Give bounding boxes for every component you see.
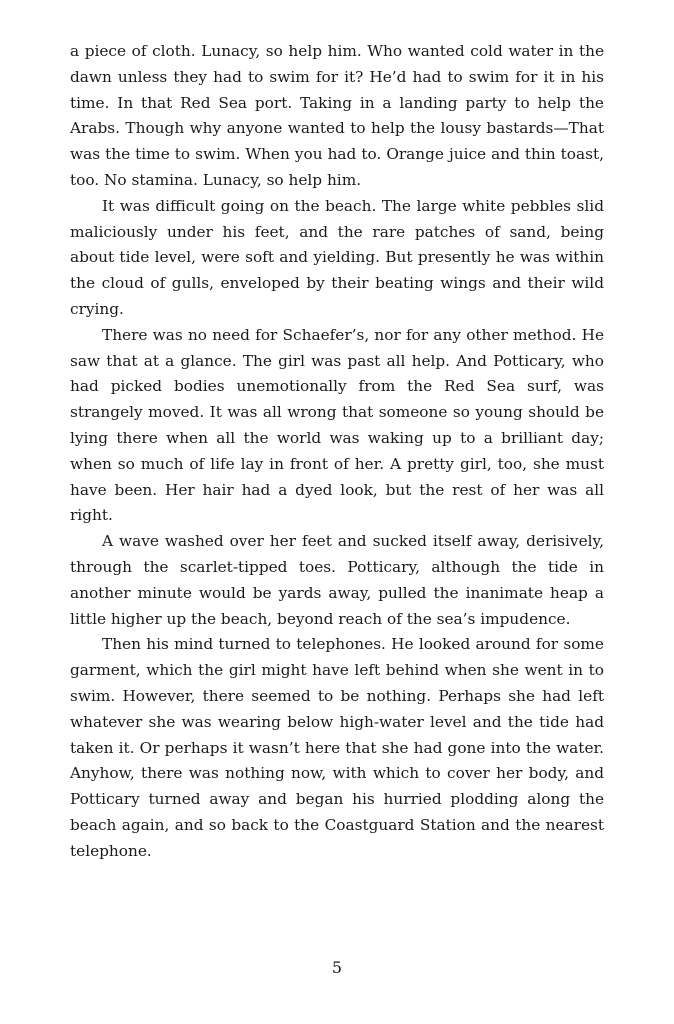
paragraph-5: Then his mind turned to telephones. He looked around for some garment, which the girl might have left behind when she went in to swim. However, there seemed to be nothing. Perhaps she had left whatever she was wearing below high-water level and the tide had taken it. Or perhaps it wasn’t here that she had gone into the water. Anyhow, there was nothing now, with which to cover her body, and Potticary turned away and began his hurried plodding along the beach again, and so back to the Coastguard Station and the nearest telephone. <box>70 635 604 860</box>
body-text <box>70 39 604 865</box>
page-number: 5 <box>331 958 343 977</box>
paragraph-3: There was no need for Schaefer’s, nor for any other method. He saw that at a glance. The girl was past all help. And Potticary, who had picked bodies unemotionally from the Red Sea surf, was strangely moved. It was all wrong that someone so young should be lying there when all the world was waking up to a brilliant day; when so much of life lay in front of her. A pretty girl, too, she must have been. Her hair had a dyed look, but the rest of her was all right. <box>70 325 604 525</box>
paragraph-1: a piece of cloth. Lunacy, so help him. Who wanted cold water in the dawn unless they had to swim for it? He’d had to swim for it in his time. In that Red Sea port. Taking in a landing party to help the Arabs. Though why anyone wanted to help the lousy bastards—That was the time to swim. When you had to. Orange juice and thin toast, too. No stamina. Lunacy, so help him. <box>70 42 604 189</box>
paragraph-4: A wave washed over her feet and sucked itself away, derisively, through the scarlet-tipped toes. Potticary, although the tide in another minute would be yards away, pulled the inanimate heap a little higher up the beach, beyond reach of the sea’s impudence. <box>70 532 604 628</box>
paragraph-2: It was difficult going on the beach. The large white pebbles slid maliciously under his feet, and the rare patches of sand, being about tide level, were soft and yielding. But presently he was within the cloud of gulls, enveloped by their beating wings and their wild crying. <box>70 196 604 318</box>
